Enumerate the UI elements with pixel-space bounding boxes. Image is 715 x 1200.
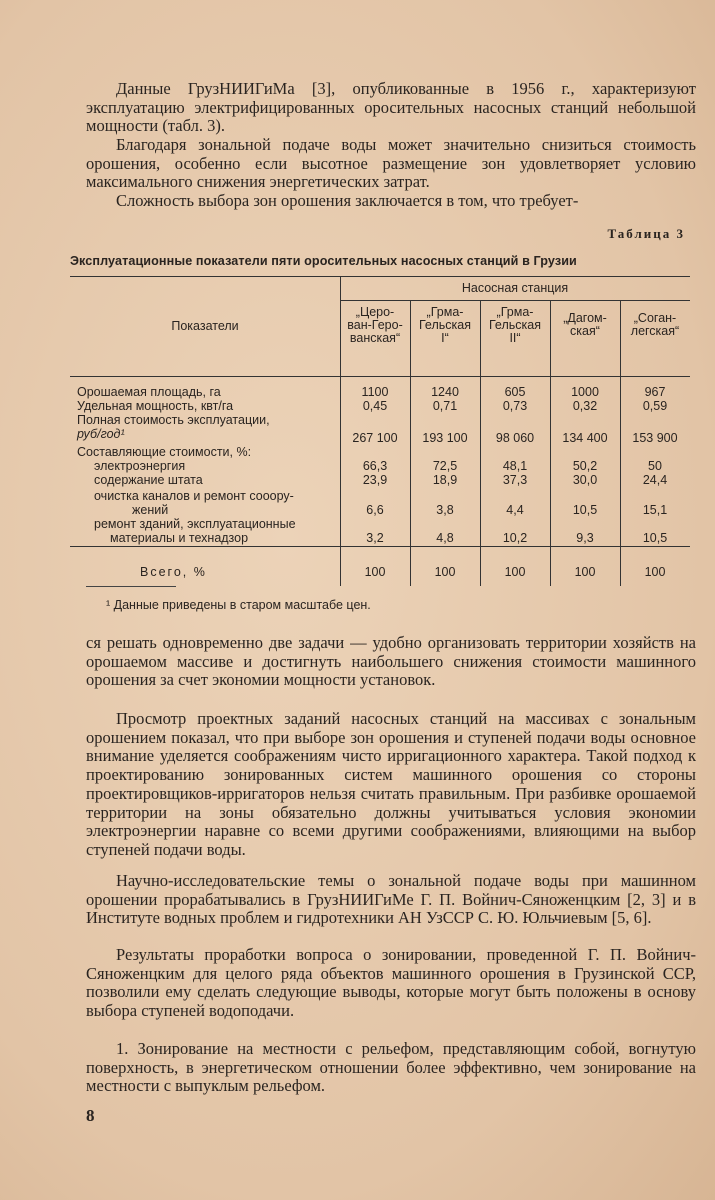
table-cell: 967: [644, 385, 666, 399]
table-cell: 50,2: [572, 459, 598, 473]
row-label: материалы и технадзор: [110, 531, 249, 545]
table-cell: 10,5: [572, 503, 598, 517]
table-number: Таблица 3: [607, 226, 685, 241]
table-cell: 1100: [361, 385, 389, 399]
body-paragraph-5: 1. Зонирование на местности с рельефом, представляющим собой, вогнутую поверхность, в энергетическом отношении более эффективно, чем зонирование на местности с выпуклым рельефом.: [86, 1039, 696, 1096]
table-cell: 153 900: [632, 431, 678, 445]
table-cell: 605: [504, 385, 526, 399]
total-cell: 100: [434, 565, 456, 579]
table-cell: 9,3: [576, 531, 594, 545]
table-cell: 30,0: [572, 473, 598, 487]
table-cell: 10,2: [502, 531, 528, 545]
table-cell: 37,3: [502, 473, 528, 487]
table-cell: 1240: [431, 385, 459, 399]
table-cell: 50: [648, 459, 662, 473]
table-title: Эксплуатационные показатели пяти оросительных насосных станций в Грузии: [70, 254, 577, 268]
station-header-2: „Грма- Гельская I“: [419, 305, 471, 345]
station-header-1: „Церо- ван-Геро- ванская“: [347, 305, 403, 345]
row-label: руб/год¹: [77, 427, 125, 441]
table-cell: 0,45: [362, 399, 388, 413]
table-cell: 267 100: [352, 431, 398, 445]
row-label: Составляющие стоимости, %:: [77, 445, 252, 459]
table-cell: 10,5: [642, 531, 668, 545]
row-label: Орошаемая площадь, га: [77, 385, 221, 399]
total-cell: 100: [364, 565, 386, 579]
row-label: Удельная мощность, квт/га: [77, 399, 234, 413]
row-label: Полная стоимость эксплуатации,: [77, 413, 270, 427]
page-number: 8: [86, 1106, 95, 1125]
table-cell: 18,9: [432, 473, 458, 487]
table-cell: 134 400: [562, 431, 608, 445]
table-cell: 0,73: [502, 399, 528, 413]
row-label: жений: [132, 503, 169, 517]
body-paragraph-1: ся решать одновременно две задачи — удобно организовать территории хозяйств на орошаемом массиве и достигнуть наибольшего снижения стоимости машинного орошения за счет экономии мощности установок.: [86, 633, 696, 690]
table-cell: 3,2: [366, 531, 384, 545]
table-cell: 98 060: [495, 431, 535, 445]
station-header-4: „Дагом- ская“: [563, 311, 607, 338]
table-cell: 48,1: [502, 459, 528, 473]
row-label: содержание штата: [94, 473, 203, 487]
table-footnote: ¹ Данные приведены в старом масштабе цен.: [106, 598, 371, 612]
row-label: электроэнергия: [94, 459, 186, 473]
footnote-rule: [86, 586, 176, 587]
header-pump-station: Насосная станция: [461, 281, 569, 295]
intro-paragraph-2: Благодаря зональной подаче воды может значительно снизиться стоимость орошения, особенно если высотное размещение зон удовлетворяет условию максимального снижения энергетических затрат.: [86, 135, 696, 192]
data-table: [70, 276, 690, 596]
table-cell: 23,9: [362, 473, 388, 487]
table-cell: 15,1: [642, 503, 668, 517]
table-cell: 66,3: [362, 459, 388, 473]
table-cell: 4,8: [436, 531, 454, 545]
total-cell: 100: [504, 565, 526, 579]
table-cell: 4,4: [506, 503, 524, 517]
table-cell: 6,6: [366, 503, 384, 517]
total-cell: 100: [644, 565, 666, 579]
body-paragraph-4: Результаты проработки вопроса о зонировании, проведенной Г. П. Войнич-Сяноженцким для целого ряда объектов машинного орошения в Грузинской ССР, позволили ему сделать следующие выводы, которые могут быть положены в основу выбора ступеней водоподачи.: [86, 945, 696, 1021]
intro-paragraph-1: Данные ГрузНИИГиМа [3], опубликованные в 1956 г., характеризуют эксплуатацию электрифицированных оросительных насосных станций небольшой мощности (табл. 3).: [86, 79, 696, 136]
table-cell: 24,4: [642, 473, 668, 487]
station-header-3: „Грма- Гельская II“: [489, 305, 541, 345]
table-cell: 0,59: [642, 399, 668, 413]
table-cell: 193 100: [422, 431, 468, 445]
table-cell: 0,71: [432, 399, 458, 413]
row-label: ремонт зданий, эксплуатационные: [94, 517, 296, 531]
intro-paragraph-3: Сложность выбора зон орошения заключается в том, что требует-: [116, 191, 579, 210]
table-cell: 72,5: [432, 459, 458, 473]
table-cell: 1000: [571, 385, 599, 399]
total-cell: 100: [574, 565, 596, 579]
station-header-5: „Соган- легская“: [630, 311, 680, 338]
table-cell: 3,8: [436, 503, 454, 517]
body-paragraph-3: Научно-исследовательские темы о зональной подаче воды при машинном орошении прорабатывались в ГрузНИИГиМе Г. П. Войнич-Сяноженцким [2, 3] и в Институте водных проблем и гидротехники АН УзССР С. Ю. Юльчиевым [5, 6].: [86, 871, 696, 928]
header-indicators: Показатели: [171, 319, 239, 333]
body-paragraph-2: Просмотр проектных заданий насосных станций на массивах с зональным орошением показал, что при выборе зон орошения и ступеней подачи воды основное внимание уделяется соображениям чисто ирригационного характера. Такой подход к проектированию зонированных систем машинного орошения со стороны проектировщиков-ирригаторов нельзя считать правильным. При разбивке орошаемой территории на зоны обязательно должны учитываться условия экономии электроэнергии наравне со всеми другими соображениями, влияющими на выбор ступеней подачи воды.: [86, 709, 696, 859]
total-label: Всего, %: [140, 565, 207, 579]
row-label: очистка каналов и ремонт сооору-: [94, 489, 294, 503]
table-cell: 0,32: [572, 399, 598, 413]
